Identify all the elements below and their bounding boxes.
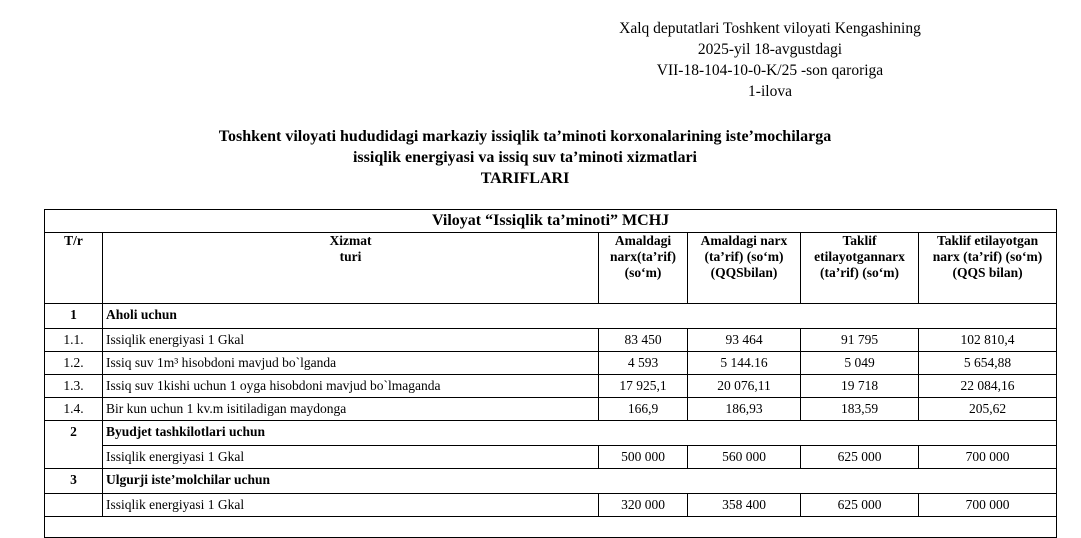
header-row bbox=[45, 233, 1057, 304]
row-proposed-price-vat: 205,62 bbox=[919, 398, 1057, 421]
row-service: Issiqlik energiyasi 1 Gkal bbox=[103, 329, 599, 352]
header-service-line-2: turi bbox=[339, 249, 362, 264]
table-row bbox=[45, 329, 1057, 352]
approval-line-1: Xalq deputatlari Toshkent viloyati Kengashining bbox=[619, 20, 921, 37]
header-service bbox=[103, 233, 599, 304]
tariff-table bbox=[44, 209, 1057, 538]
header-service-line-1: Xizmat bbox=[329, 233, 372, 248]
row-service: Bir kun uchun 1 kv.m isitiladigan maydonga bbox=[103, 398, 599, 421]
table-row bbox=[45, 398, 1057, 421]
row-number bbox=[45, 494, 103, 517]
table-row bbox=[45, 352, 1057, 375]
row-current-price: 4 593 bbox=[599, 352, 688, 375]
row-number: 1.2. bbox=[45, 352, 103, 375]
section-row bbox=[45, 421, 1057, 446]
row-proposed-price-vat: 102 810,4 bbox=[919, 329, 1057, 352]
row-current-price-vat: 560 000 bbox=[688, 446, 801, 469]
row-service: Issiq suv 1kishi uchun 1 oyga hisobdoni mavjud bo`lmaganda bbox=[103, 375, 599, 398]
table-continuation bbox=[45, 517, 1057, 538]
section-number: 1 bbox=[45, 304, 103, 329]
row-current-price-vat: 20 076,11 bbox=[688, 375, 801, 398]
header-current-price: Amaldagi narx(ta’rif) (so‘m) bbox=[599, 233, 688, 304]
section-title: Ulgurji iste’molchilar uchun bbox=[103, 469, 1057, 494]
section-number: 2 bbox=[45, 421, 103, 469]
row-current-price-vat: 93 464 bbox=[688, 329, 801, 352]
row-service: Issiq suv 1m³ hisobdoni mavjud bo`lganda bbox=[103, 352, 599, 375]
row-proposed-price-vat: 700 000 bbox=[919, 446, 1057, 469]
row-current-price: 320 000 bbox=[599, 494, 688, 517]
row-proposed-price: 625 000 bbox=[801, 446, 919, 469]
header-number: T/r bbox=[45, 233, 103, 304]
table-row bbox=[45, 375, 1057, 398]
row-proposed-price: 5 049 bbox=[801, 352, 919, 375]
row-current-price: 500 000 bbox=[599, 446, 688, 469]
row-proposed-price: 19 718 bbox=[801, 375, 919, 398]
section-title: Byudjet tashkilotlari uchun bbox=[103, 421, 1057, 446]
row-proposed-price-vat: 22 084,16 bbox=[919, 375, 1057, 398]
row-number: 1.1. bbox=[45, 329, 103, 352]
section-title: Aholi uchun bbox=[103, 304, 1057, 329]
title-line-3: TARIFLARI bbox=[480, 170, 570, 187]
row-current-price: 17 925,1 bbox=[599, 375, 688, 398]
title-line-2: issiqlik energiyasi va issiq suv ta’minoti xizmatlari bbox=[352, 149, 697, 166]
row-number: 1.3. bbox=[45, 375, 103, 398]
row-proposed-price-vat: 5 654,88 bbox=[919, 352, 1057, 375]
approval-line-2: 2025-yil 18-avgustdagi bbox=[697, 41, 843, 58]
approval-line-4: 1-ilova bbox=[748, 83, 792, 100]
section-row bbox=[45, 469, 1057, 494]
continuation-cell bbox=[45, 517, 1057, 538]
row-proposed-price: 183,59 bbox=[801, 398, 919, 421]
row-current-price: 166,9 bbox=[599, 398, 688, 421]
title-line-1: Toshkent viloyati hududidagi markaziy issiqlik ta’minoti korxonalarining iste’mochilarga bbox=[218, 128, 832, 145]
row-proposed-price: 91 795 bbox=[801, 329, 919, 352]
approval-line-3: VII-18-104-10-0-K/25 -son qaroriga bbox=[656, 62, 884, 79]
section-number: 3 bbox=[45, 469, 103, 494]
organization-row bbox=[45, 210, 1057, 233]
table-row bbox=[45, 446, 1057, 469]
row-service: Issiqlik energiyasi 1 Gkal bbox=[103, 494, 599, 517]
header-current-price-vat: Amaldagi narx (ta’rif) (so‘m) (QQSbilan) bbox=[688, 233, 801, 304]
row-proposed-price: 625 000 bbox=[801, 494, 919, 517]
table-row bbox=[45, 494, 1057, 517]
row-service: Issiqlik energiyasi 1 Gkal bbox=[103, 446, 599, 469]
header-proposed-price-vat: Taklif etilayotgan narx (ta’rif) (so‘m)(QQS bilan) bbox=[919, 233, 1057, 304]
approval-reference bbox=[560, 18, 980, 102]
row-number: 1.4. bbox=[45, 398, 103, 421]
document-title bbox=[60, 126, 990, 189]
organization-name: Viloyat “Issiqlik ta’minoti” MCHJ bbox=[45, 210, 1057, 233]
row-current-price-vat: 358 400 bbox=[688, 494, 801, 517]
row-current-price-vat: 5 144.16 bbox=[688, 352, 801, 375]
row-current-price: 83 450 bbox=[599, 329, 688, 352]
row-current-price-vat: 186,93 bbox=[688, 398, 801, 421]
section-row bbox=[45, 304, 1057, 329]
header-proposed-price: Taklif etilayotgannarx (ta’rif) (so‘m) bbox=[801, 233, 919, 304]
row-proposed-price-vat: 700 000 bbox=[919, 494, 1057, 517]
